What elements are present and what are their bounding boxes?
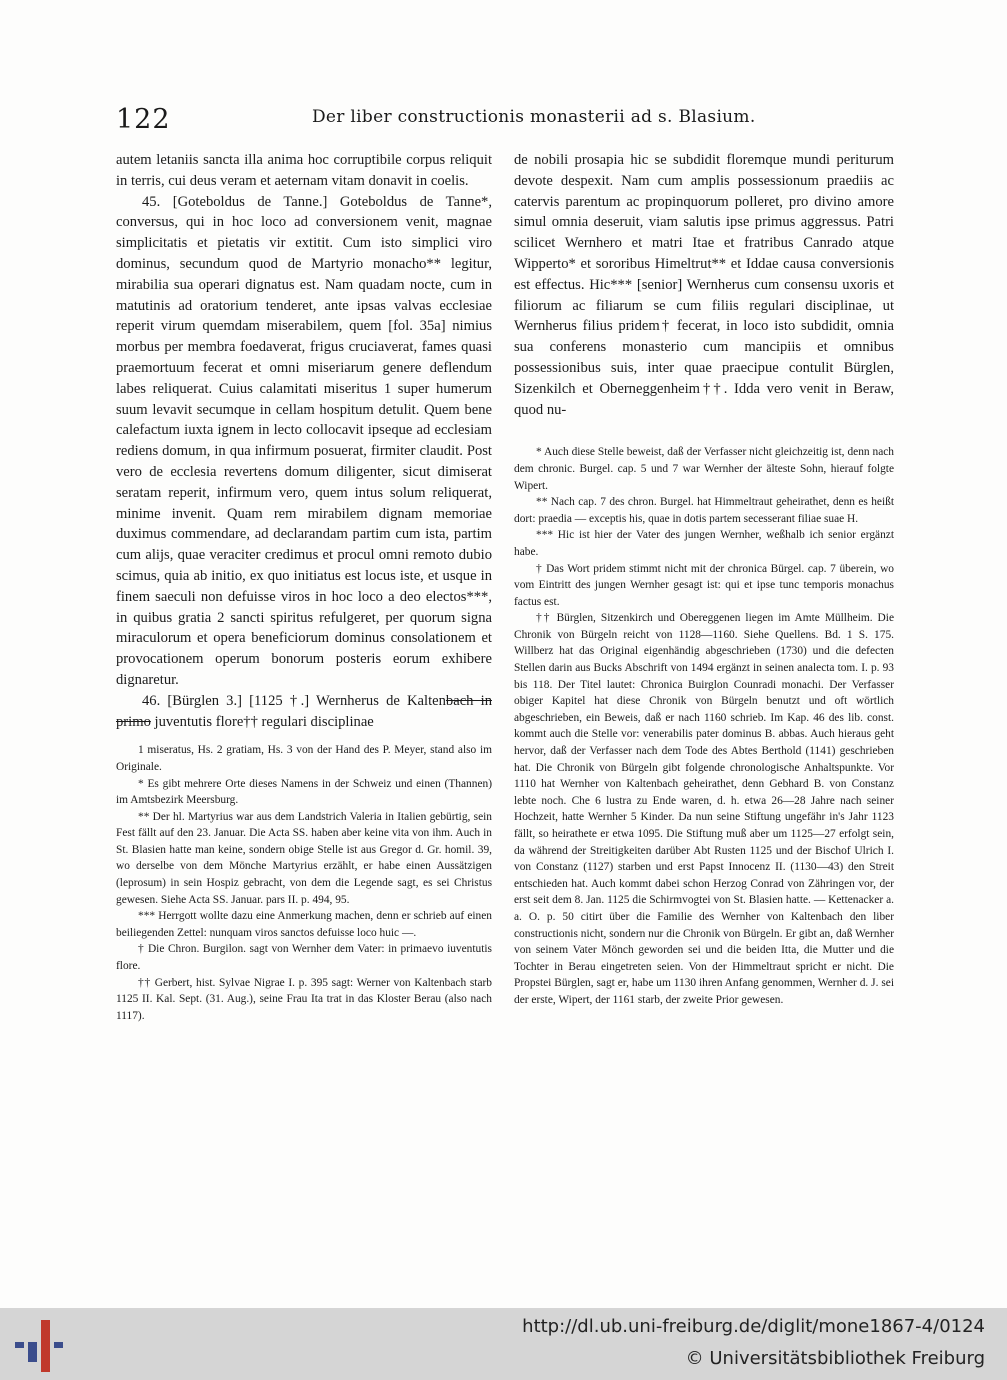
right-paragraph-1: de nobili prosapia hic se subdidit floremque mundi periturum devote despexit. Nam cum amplis possessionum praediis ac catervis parentum ac propinquorum polleret, pro divino amore simul omnia deseruit, viam salutis ipse primus aggressus. Patri scilicet Wernhero et matri Itae et fratribus Canrado atque Wipperto* et sororibus Himeltrut** et Iddae causa conversionis est effectus. Hic*** [senior] Wernherus cum consensu uxoris et filiorum ac filiarum se cum filiis regulari disciplinae, ut Wernherus filius pridem† fecerat, in loco isto subdidit, omnia sua conferens monasterio cum mancipiis et omnibus possessionibus suis, inter quae praecipue contulit Bürglen, Sizenkilch et Oberneggenheim††. Idda vero venit in Beraw, quod nu-: [514, 152, 894, 418]
right-footnotes: [514, 444, 894, 1008]
struck-text: bach in primo: [116, 692, 492, 730]
footnote: †† Gerbert, hist. Sylvae Nigrae I. p. 395 sagt: Werner von Kaltenbach starb 1125 II. Kal. Sept. (31. Aug.), seine Frau Ita trat in das Kloster Berau (also nach 1117).: [116, 976, 492, 1022]
footnote: † Das Wort pridem stimmt nicht mit der chronica Bürgel. cap. 7 überein, wo vom Eintritt des jungen Wernher gesagt ist: qui et ipse tunc temporis monachus factus est.: [514, 562, 894, 608]
left-column: [116, 150, 492, 1024]
viewer-footer: [0, 1308, 1007, 1380]
footnote: * Auch diese Stelle beweist, daß der Verfasser nicht gleichzeitig ist, denn nach dem chronic. Burgel. cap. 5 und 7 war Wernher der älteste Sohn, hierauf folgte Wipert.: [514, 446, 894, 492]
left-footnotes: [116, 742, 492, 1024]
left-paragraph-3: [116, 691, 492, 733]
left-paragraph-1: autem letaniis sancta illa anima hoc corruptibile corpus reliquit in terris, cui deus veram et aeternam vitam donavit in coelis.: [116, 152, 492, 189]
footnote: ** Der hl. Martyrius war aus dem Landstrich Valeria in Italien gebürtig, sein Fest fällt auf den 23. Januar. Die Acta SS. haben aber keine vita von ihm. Auch in St. Blasien hatte man keine, sondern obige Stelle ist aus Gregor d. Gr. homil. 39, wo derselbe von dem Mönche Martyrius erzählt, er habe einen Aussätzigen (leprosum) in sein Hospiz gebracht, von dem die Legende sagt, es sei Christus gewesen. Siehe Acta SS. Januar. pars II. p. 494, 95.: [116, 810, 492, 906]
logo-red-bar: [41, 1320, 50, 1372]
left-paragraph-2: 45. [Goteboldus de Tanne.] Goteboldus de Tanne*, conversus, qui in hoc loco ad conversionem venit, magnae simplicitatis et pietatis vir extitit. Cum isto simplici viro dominus, secundum quod de Martyrio monacho** legitur, mirabilia sua operari dignatus est. Nam quadam nocte, cum in matutinis ad oratorium tenderet, ante ipsas valvas ecclesiae reperit virum quemdam miserabilem, quem [fol. 35a] nimius morbus per membra foedaverat, frigus cruciaverat, fames quasi praemortuum fecerat et omni miseriarum genere deflendum labes reliquerat. Cuius calamitati miseritus 1 super humerum suum levavit secumque in cellam hospitum detulit. Quem bene calefactum iuxta ignem in lecto collocavit ipseque ad ecclesiam rediens domum, in qua infirmum posuerat, firmiter claudit. Post vero de ecclesia revertens domum diligenter, sicut dimiserat seratam reperit, infirmum vero, quem intus solum reliquerat, minime invenit. Quam rem mirabilem dignam memoriae duximus commendare, ad declarandam partim cum ista, partim cum alijs, quae veraciter credimus et procul omni remoto dubio scimus, quia ab initio, ex quo initiatus est locus iste, et usque in finem saeculi non defuisse viros in hoc loco a deo electos***, in quibus gratia 2 sancti spiritus refulgeret, per quorum signa miraculorum et opera beneficiorum dominus consolationem et provocationem operum bonorum posteris eorum exhibere dignaretur.: [116, 193, 492, 688]
copyright-notice: © Universitätsbibliothek Freiburg: [685, 1348, 985, 1369]
page-number: 122: [116, 104, 171, 135]
running-title: Der liber constructionis monasterii ad s. Blasium.: [312, 107, 756, 127]
footnote: *** Hic ist hier der Vater des jungen Wernher, weßhalb ich senior ergänzt habe.: [514, 529, 894, 558]
left-paragraph-3-end: juventutis flore†† regulari disciplinae: [154, 713, 374, 730]
footnote: ** Nach cap. 7 des chron. Burgel. hat Himmeltraut geheirathet, denn es heißt dort: praedia — exceptis his, quae in dotis partem secesserant filiae suae H.: [514, 496, 894, 525]
footnote: †† Bürglen, Sitzenkirch und Obereggenen liegen im Amte Müllheim. Die Chronik von Bürgeln reicht von 1128—1160. Siehe Quellens. Bd. 1 S. 175. Willberz hat das Original eigenhändig abgeschrieben (1730) und die defecten Stellen darin aus Bucks Abschrift von 1494 ergänzt in seinen analecta tom. I. p. 93 bis 118. Der Titel lautet: Chronica Buirglon Counradi monachi. Der Verfasser obiger Kapitel hat diese Chronik von Bürgeln benutzt und oft wörtlich abgeschrieben, ein Beweis, daß er nach 1160 schrieb. Im Kap. 46 des lib. const. kommt auch die Stelle vor: venerabilis pater dominus B. abbas. Auch hieraus geht hervor, daß der Verfasser nach dem Tode des Abtes Berthold (1141) geschrieben hat. Die Chronik von Bürgeln gibt folgende chronologische Anhaltspunkte. Vor 1110 hat Wernher von Kaltenbach geheirathet, denn Gebhard B. von Constanz lebte noch. Che 6 lustra zu Ende waren, d. h. etwa 26—28 Jahre nach seiner Hochzeit, hatte Wernher 5 Kinder. Da nun seine Stiftung ungefähr in's Jahr 1123 fällt, so heirathete er etwa 1095. Die Stiftung muß aber um 1125—27 erfolgt sein, da während der Streitigkeiten darüber Abt Rusten 1125 und der Bischof Ulrich I. von Constanz (1127) starben und erst Papst Innocenz II. (1130—43) den Streit entschieden hat. Auch kommt dabei schon Herzog Conrad von Zähringen vor, der erst seit dem 8. Jan. 1125 die Schirmvogtei von St. Blasien hatte. — Kettenacker a. a. O. p. 50 citirt über die Familie des Wernher von Kaltenbach den liber constructionis nicht, sondern nur die Chronik von Bürgeln. Er gibt an, daß Wernher von seinem Vater Mönch geworden sei und die beiden Itta, die Mutter und die Tochter in Berau eingetreten seien. Von der Himmeltraut spricht er nicht. Die Propstei Bürglen, sagt er, habe um 1130 ihren Anfang genommen, Wernher d. J. sei der erste, Wipert, der 1161 starb, der zweite Prior gewesen.: [514, 612, 894, 1006]
right-column: [514, 150, 894, 1009]
footnote: * Es gibt mehrere Orte dieses Namens in der Schweiz und einen (Thannen) im Amtsbezirk Meersburg.: [116, 777, 492, 807]
left-paragraph-3-start: 46. [Bürglen 3.] [1125 †.] Wernherus de Kaltenbach in primo: [116, 692, 492, 730]
footnote: 1 miseratus, Hs. 2 gratiam, Hs. 3 von der Hand des P. Meyer, stand also im Originale.: [116, 744, 492, 773]
permalink-url[interactable]: http://dl.ub.uni-freiburg.de/diglit/mone1867-4/0124: [522, 1316, 985, 1337]
footnote: † Die Chron. Burgilon. sagt von Wernher dem Vater: in primaevo iuventutis flore.: [116, 943, 492, 973]
library-logo-icon: [15, 1320, 67, 1372]
footnote: *** Herrgott wollte dazu eine Anmerkung machen, denn er schrieb auf einen beiliegenden Zettel: nunquam viros sanctos defuisse loco huic —.: [116, 910, 492, 939]
